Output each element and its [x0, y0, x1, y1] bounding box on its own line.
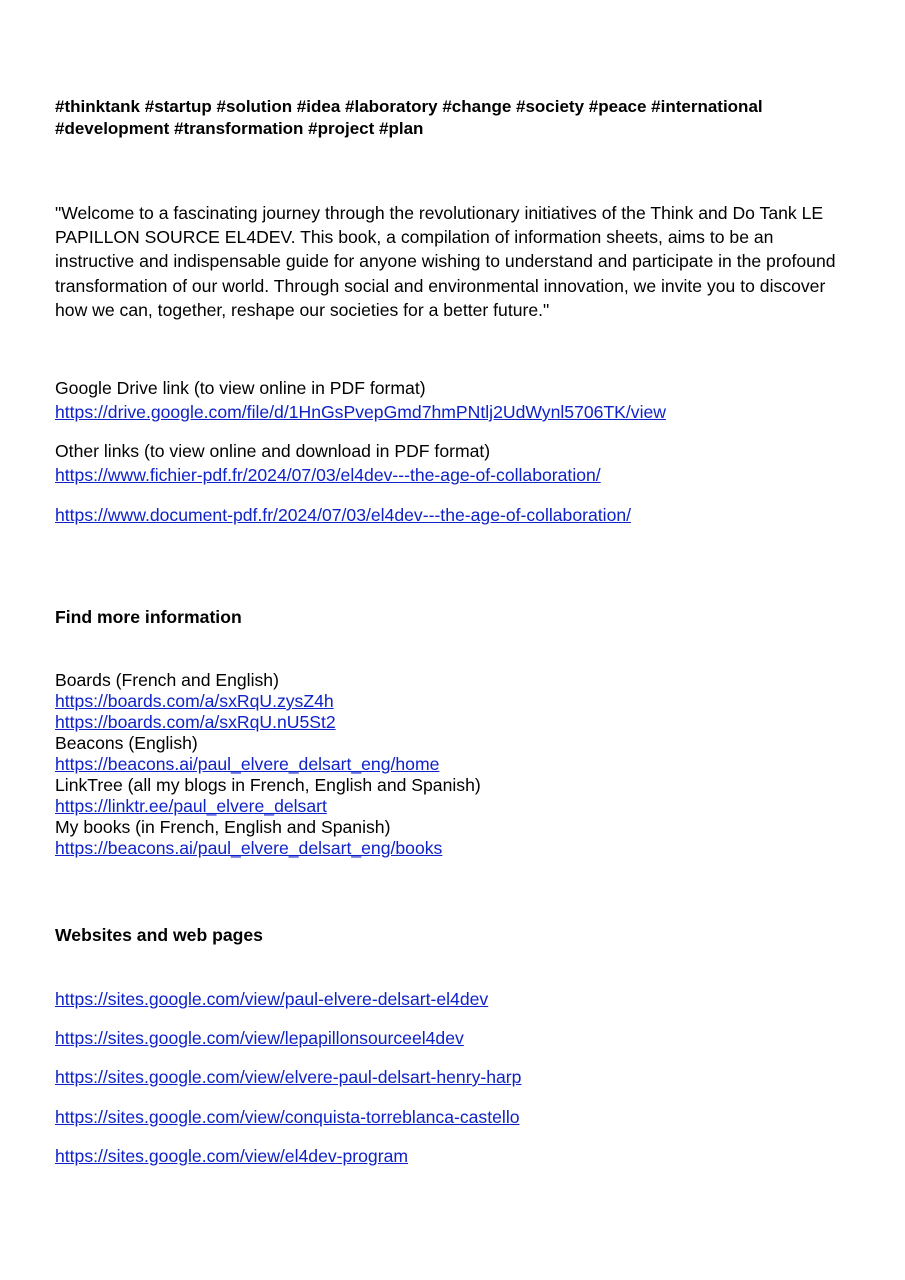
fichier-pdf-link[interactable]: https://www.fichier-pdf.fr/2024/07/03/el4dev---the-age-of-collaboration/ [55, 465, 601, 485]
website-link[interactable]: https://sites.google.com/view/lepapillonsourceel4dev [55, 1028, 464, 1048]
books-link[interactable]: https://beacons.ai/paul_elvere_delsart_eng/books [55, 838, 443, 858]
find-more-heading: Find more information [55, 607, 242, 627]
beacons-label: Beacons (English) [55, 733, 198, 753]
document-pdf-link[interactable]: https://www.document-pdf.fr/2024/07/03/el4dev---the-age-of-collaboration/ [55, 505, 632, 525]
drive-link[interactable]: https://drive.google.com/file/d/1HnGsPvepGmd7hmPNtlj2UdWynl5706TK/view [55, 402, 667, 422]
boards-link-2[interactable]: https://boards.com/a/sxRqU.nU5St2 [55, 712, 336, 732]
website-link[interactable]: https://sites.google.com/view/el4dev-program [55, 1146, 409, 1166]
drive-section [55, 376, 666, 424]
hashtags-line: #thinktank #startup #solution #idea #laboratory #change #society #peace #international #development #transformation #project #plan [55, 97, 763, 138]
intro-paragraph: "Welcome to a fascinating journey through the revolutionary initiatives of the Think and Do Tank LE PAPILLON SOURCE EL4DEV. This book, a compilation of information sheets, aims to be an instructive and indispensable guide for anyone wishing to understand and participate in the profound transformation of our world. Through social and environmental innovation, we invite you to discover how we can, together, reshape our societies for a better future." [55, 203, 836, 320]
websites-heading: Websites and web pages [55, 925, 263, 945]
linktree-link[interactable]: https://linktr.ee/paul_elvere_delsart [55, 796, 327, 816]
document-pdf-section [55, 503, 631, 527]
books-label: My books (in French, English and Spanish) [55, 817, 391, 837]
other-links-label: Other links (to view online and download in PDF format) [55, 441, 491, 461]
more-info-list [55, 670, 481, 859]
other-links-section [55, 439, 601, 487]
boards-label: Boards (French and English) [55, 670, 279, 690]
drive-label: Google Drive link (to view online in PDF format) [55, 378, 426, 398]
website-link[interactable]: https://sites.google.com/view/elvere-paul-delsart-henry-harp [55, 1067, 522, 1087]
website-link[interactable]: https://sites.google.com/view/paul-elvere-delsart-el4dev [55, 989, 489, 1009]
boards-link-1[interactable]: https://boards.com/a/sxRqU.zysZ4h [55, 691, 334, 711]
website-link[interactable]: https://sites.google.com/view/conquista-torreblanca-castello [55, 1107, 520, 1127]
beacons-link[interactable]: https://beacons.ai/paul_elvere_delsart_eng/home [55, 754, 440, 774]
linktree-label: LinkTree (all my blogs in French, English and Spanish) [55, 775, 481, 795]
